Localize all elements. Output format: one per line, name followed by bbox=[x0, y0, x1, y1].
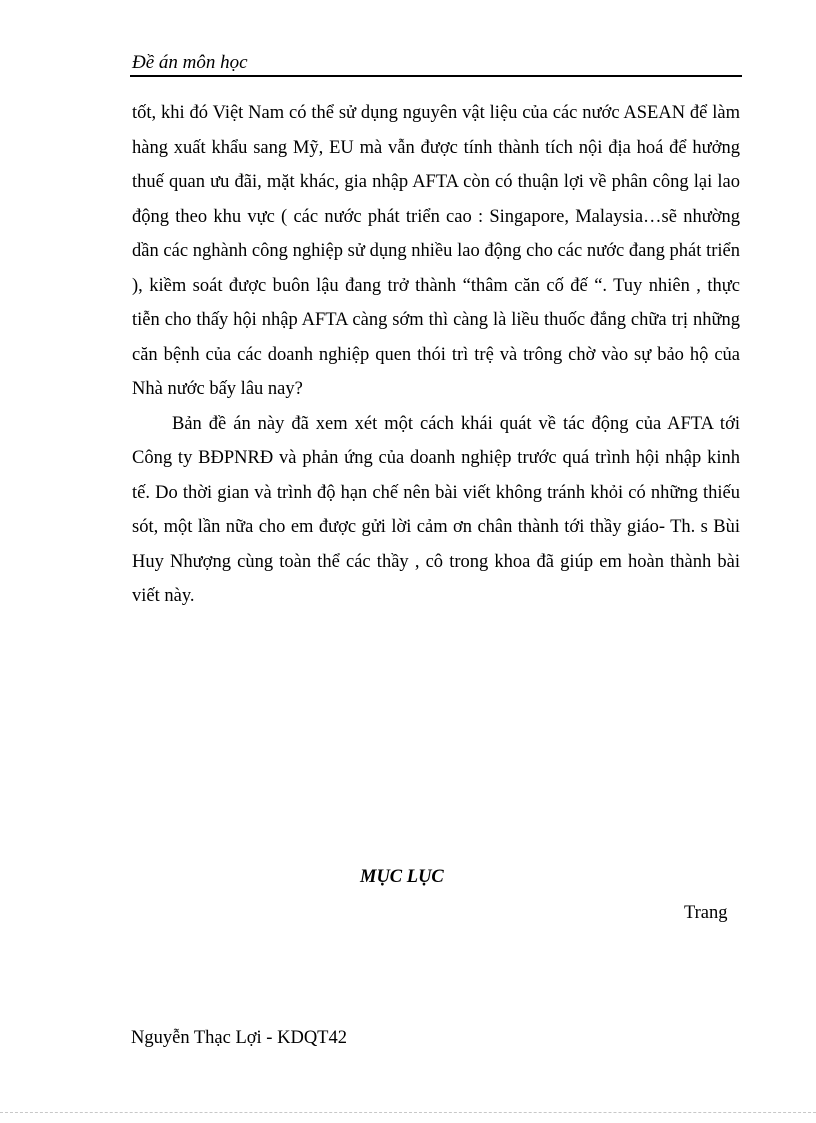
table-of-contents-title: MỤC LỤC bbox=[360, 867, 444, 887]
body-paragraph: Bản đề án này đã xem xét một cách khái quát về tác động của AFTA tới Công ty BĐPNRĐ và phản ứng của doanh nghiệp trước quá trình hội nhập kinh tế. Do thời gian và trình độ hạn chế nên bài viết không tránh khỏi có những thiếu sót, một lần nữa cho em được gửi lời cảm ơn chân thành tới thầy giáo- Th. s Bùi Huy Nhượng cùng toàn thể các thầy , cô trong khoa đã giúp em hoàn thành bài viết này. bbox=[132, 413, 740, 606]
document-header-title: Đề án môn học bbox=[132, 52, 248, 73]
toc-page-column-label: Trang bbox=[684, 903, 728, 923]
page-break-divider bbox=[0, 1112, 816, 1113]
document-body bbox=[132, 96, 740, 614]
footer-author: Nguyễn Thạc Lợi - KDQT42 bbox=[131, 1028, 347, 1048]
body-paragraph: tốt, khi đó Việt Nam có thể sử dụng nguyên vật liệu của các nước ASEAN để làm hàng xuất khẩu sang Mỹ, EU mà vẫn được tính thành tích nội địa hoá để hưởng thuế quan ưu đãi, mặt khác, gia nhập AFTA còn có thuận lợi về phân công lại lao động theo khu vực ( các nước phát triển cao : Singapore, Malaysia…sẽ nhường dần các nghành công nghiệp sử dụng nhiều lao động cho các nước đang phát triển ), kiềm soát được buôn lậu đang trở thành “thâm căn cố đế “. Tuy nhiên , thực tiễn cho thấy hội nhập AFTA càng sớm thì càng là liều thuốc đắng chữa trị những căn bệnh của các doanh nghiệp quen thói trì trệ và trông chờ vào sự bảo hộ của Nhà nước bấy lâu nay? bbox=[132, 103, 740, 399]
header-divider bbox=[130, 75, 742, 77]
